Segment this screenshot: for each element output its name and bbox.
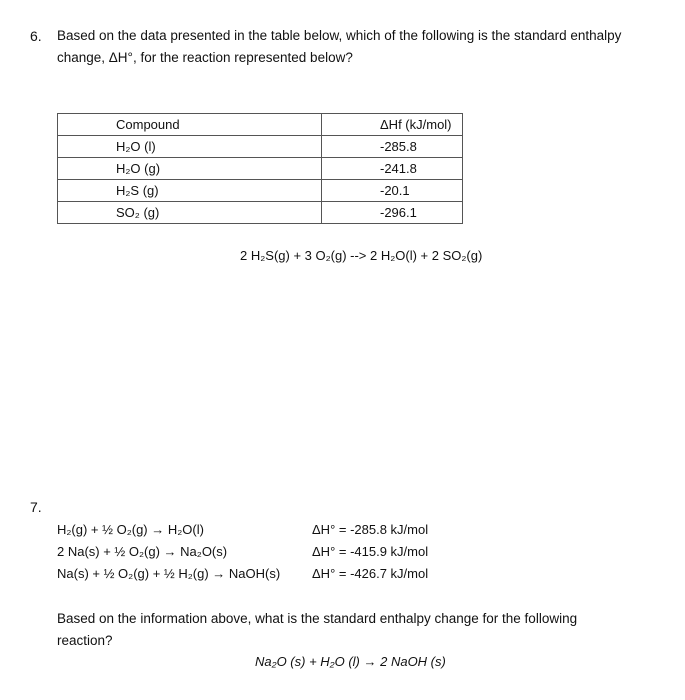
table-cell-value: -241.8: [322, 158, 463, 180]
question-6-line-1: Based on the data presented in the table below, which of the following is the standard enthalpy: [57, 28, 622, 43]
question-6-reaction: 2 H₂S(g) + 3 O₂(g) --> 2 H₂O(l) + 2 SO₂(g): [240, 248, 483, 263]
question-6-line-2: change, ΔH°, for the reaction represented below?: [57, 50, 353, 65]
equation-1: H₂(g) + ½ O₂(g) → H₂O(l): [57, 522, 204, 537]
table-cell-compound: H₂O (g): [58, 158, 322, 180]
table-cell-value: -285.8: [322, 136, 463, 158]
table-cell-value: -296.1: [322, 202, 463, 224]
equation-2-enthalpy: ΔH° = -415.9 kJ/mol: [312, 544, 429, 559]
question-7-reaction: Na₂O (s) + H₂O (l) → 2 NaOH (s): [255, 654, 446, 669]
table-cell-compound: H₂S (g): [58, 180, 322, 202]
table-cell-compound: H₂O (l): [58, 136, 322, 158]
equation-2: 2 Na(s) + ½ O₂(g) → Na₂O(s): [57, 544, 228, 559]
equation-3-enthalpy: ΔH° = -426.7 kJ/mol: [312, 566, 429, 581]
table-row: [58, 180, 463, 202]
table-row: [58, 158, 463, 180]
equation-1-enthalpy: ΔH° = -285.8 kJ/mol: [312, 522, 429, 537]
table-cell-value: -20.1: [322, 180, 463, 202]
enthalpy-table: [57, 113, 463, 224]
table-header-row: [58, 114, 463, 136]
question-7-prompt-line-1: Based on the information above, what is the standard enthalpy change for the following: [57, 611, 578, 626]
table-row: [58, 202, 463, 224]
equation-3: Na(s) + ½ O₂(g) + ½ H₂(g) → NaOH(s): [57, 566, 281, 581]
table-header-enthalpy: ΔHf (kJ/mol): [322, 114, 463, 136]
table-cell-compound: SO₂ (g): [58, 202, 322, 224]
table-header-compound: Compound: [58, 114, 322, 136]
question-7-prompt-line-2: reaction?: [57, 633, 113, 648]
question-6-number: 6.: [30, 28, 42, 44]
question-7-number: 7.: [30, 499, 42, 515]
table-row: [58, 136, 463, 158]
